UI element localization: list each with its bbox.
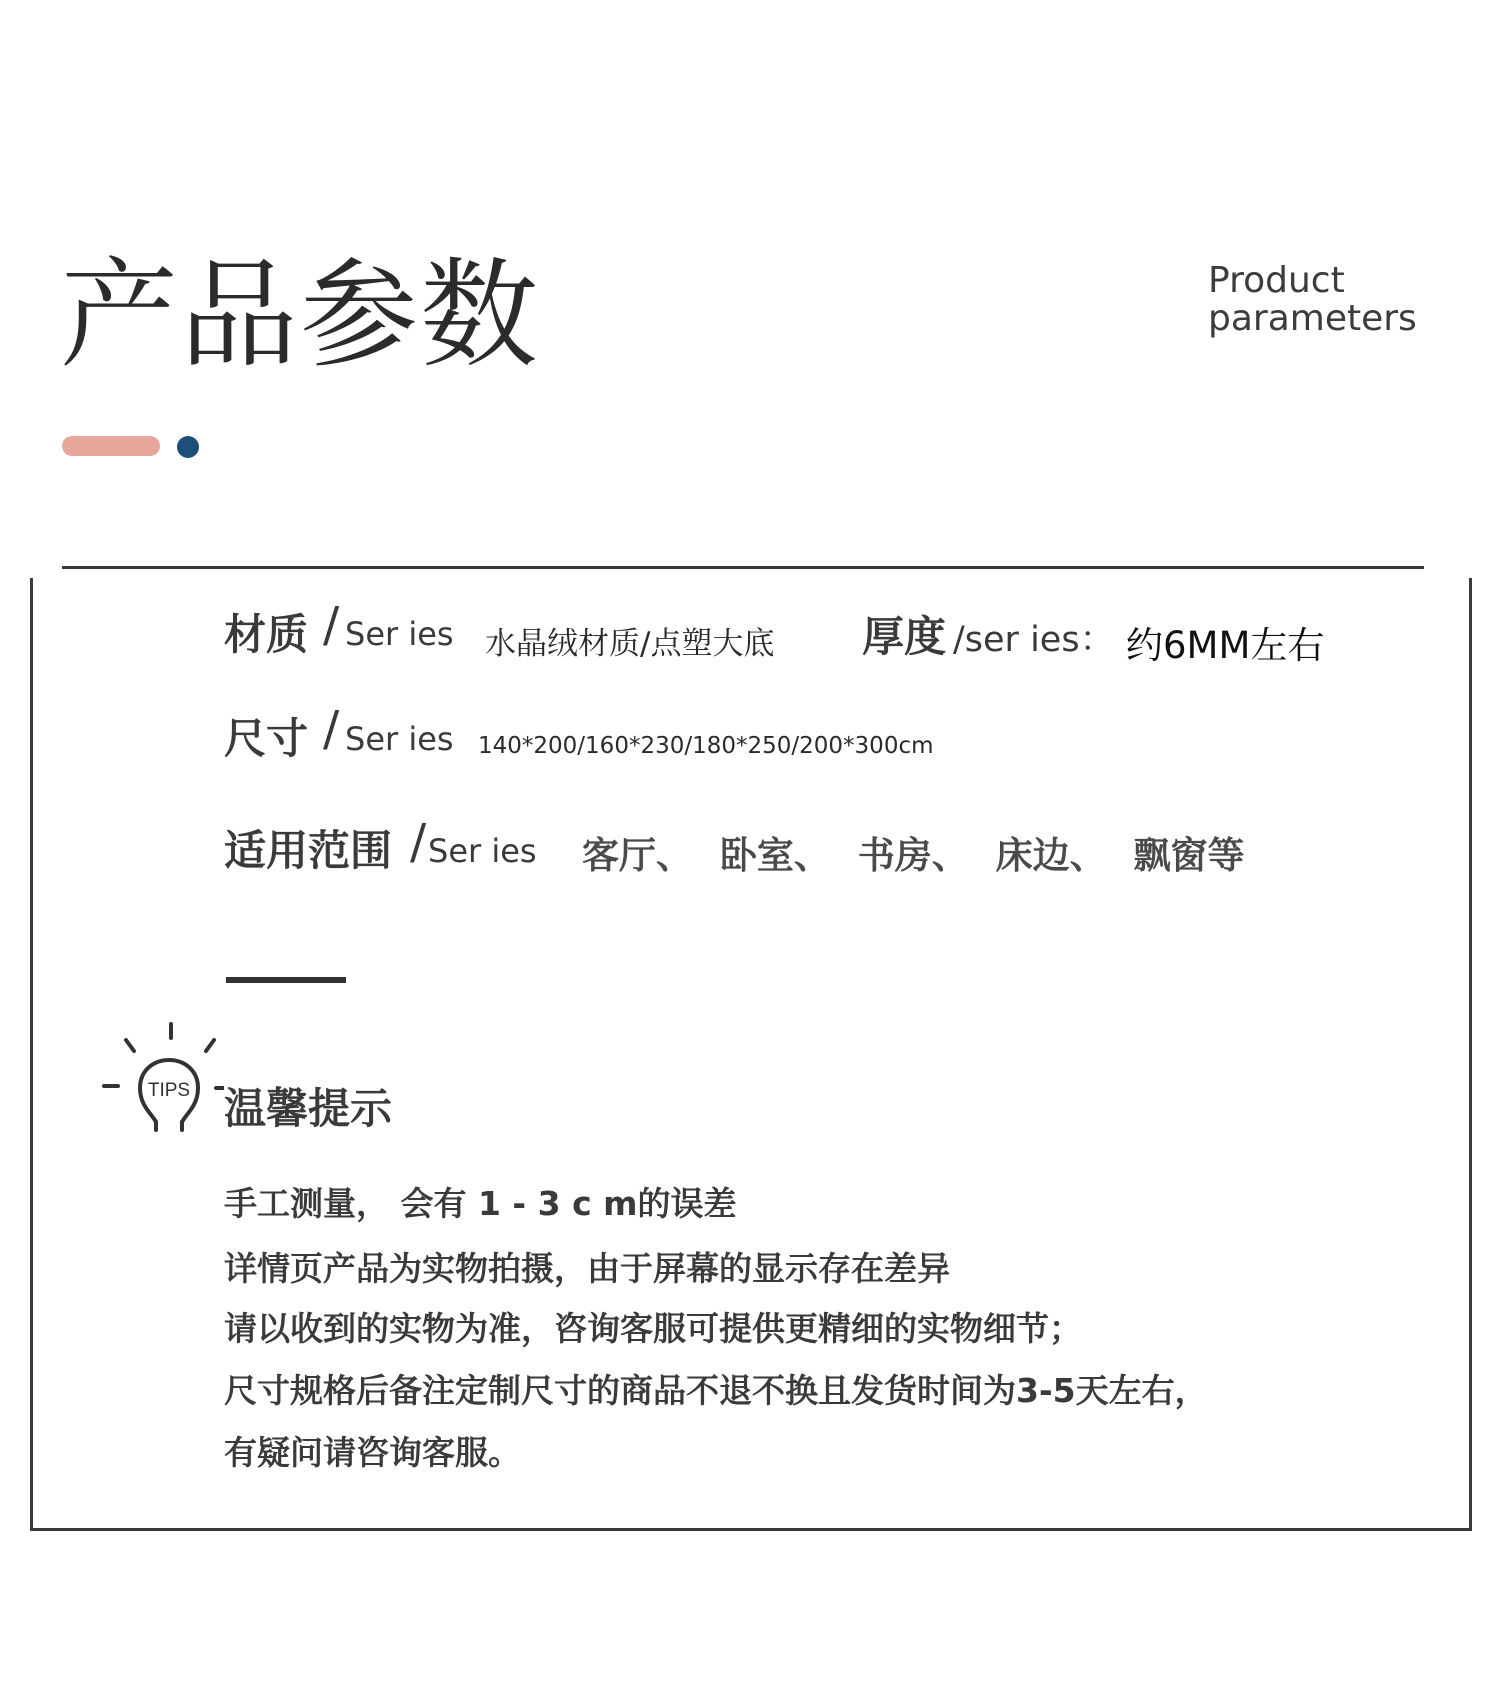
- thickness-series: /ser ies：: [953, 620, 1115, 660]
- size-series: Ser ies: [345, 720, 454, 758]
- material-series: Ser ies: [345, 615, 454, 653]
- top-divider: [62, 566, 1424, 569]
- tip-line: 有疑问请咨询客服。: [224, 1433, 521, 1472]
- material-label: 材质: [224, 610, 309, 659]
- accent-pill: [62, 436, 160, 456]
- page-subtitle: [1208, 262, 1417, 338]
- tip-line: 请以收到的实物为准，咨询客服可提供更精细的实物细节；: [224, 1309, 1082, 1348]
- material-value: 水晶绒材质/点塑大底: [485, 626, 775, 662]
- tip-line: 详情页产品为实物拍摄，由于屏幕的显示存在差异: [224, 1249, 950, 1288]
- scope-series: Ser ies: [428, 832, 537, 870]
- subtitle-line-1: Product: [1208, 260, 1345, 301]
- accent-dot: [177, 436, 199, 458]
- thickness-label: 厚度: [862, 612, 947, 661]
- scope-value: 客厅、 卧室、 书房、 床边、 飘窗等: [582, 834, 1245, 877]
- light-ray-right: [206, 1040, 214, 1051]
- material-slash: /: [323, 597, 340, 653]
- scope-slash: /: [410, 814, 427, 870]
- section-divider: [226, 977, 346, 983]
- subtitle-line-2: parameters: [1208, 298, 1417, 339]
- size-value: 140*200/160*230/180*250/200*300cm: [478, 733, 934, 759]
- tips-title: 温馨提示: [224, 1084, 393, 1133]
- size-label: 尺寸: [224, 714, 309, 763]
- tip-line: 手工测量， 会有 1 - 3 c m的误差: [224, 1184, 737, 1223]
- lightbulb-icon: [96, 1018, 224, 1138]
- scope-label: 适用范围: [224, 826, 393, 875]
- light-ray-left: [126, 1040, 134, 1051]
- size-slash: /: [323, 701, 340, 757]
- thickness-value: 约6MM左右: [1126, 624, 1325, 667]
- tips-icon-text: TIPS: [147, 1080, 191, 1101]
- tip-line: 尺寸规格后备注定制尺寸的商品不退不换且发货时间为3-5天左右，: [224, 1371, 1208, 1410]
- page-title: 产品参数: [60, 246, 541, 384]
